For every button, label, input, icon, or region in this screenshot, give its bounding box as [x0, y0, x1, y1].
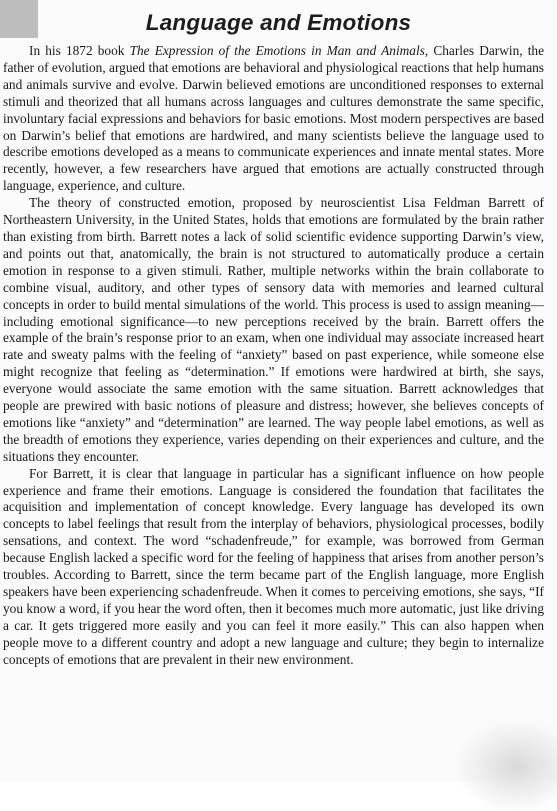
paragraph-1-rest: , Charles Darwin, the father of evolution, argued that emotions are behavioral and physiological reactions that help humans and animals survive and evolve. Darwin believed emotions are unconditioned responses to external stimuli and theorized that all humans across languages and cultures demonstrate the same specific, involuntary facial expressions and behaviors for basic emotions. Most modern perspectives are based on Darwin’s belief that emotions are hardwired, and many scientists believe the language used to describe emotions developed as a means to communicate experiences and innate mental states. More recently, however, a few researchers have argued that emotions are actually constructed through language, experience, and culture.	[3, 43, 545, 194]
paragraph-3: For Barrett, it is clear that language in particular has a significant influence on how people experience and frame their emotions. Language is considered the foundation that facilitates the acquisition and implementation of concept knowledge. Every language has developed its own concepts to label feelings that result from the interplay of behaviors, physiological processes, bodily sensations, and context. The word “schadenfreude,” for example, was borrowed from German because English lacked a specific word for the feeling of happiness that arises from another person’s troubles. According to Barrett, since the term became part of the English language, more English speakers have been experiencing schadenfreude. When it comes to perceiving emotions, she says, “If you know a word, if you hear the word often, then it becomes much more automatic, just like driving a car. It gets triggered more easily and you can feel it more easily.” This can also happen when people move to a different country and adopt a new language and culture; they begin to internalize concepts of emotions that are prevalent in their new environment.	[3, 465, 544, 667]
book-title: The Expression of the Emotions in Man and Animals	[129, 43, 425, 58]
paragraph-1-lead: In his 1872 book	[29, 43, 130, 58]
paragraph-2: The theory of constructed emotion, proposed by neuroscientist Lisa Feldman Barrett of Northeastern University, in the United States, holds that emotions are formulated by the brain rather than existing from birth. Barrett notes a lack of solid scientific evidence supporting Darwin’s view, and points out that, anatomically, the brain is not structured to automatically produce a certain emotion in response to a given stimuli. Rather, multiple networks within the brain collaborate to combine visual, auditory, and other types of sensory data with memories and learned cultural concepts in order to build mental simulations of the world. This process is used to assign meaning—including emotional significance—to new perceptions received by the brain. Barrett offers the example of the brain’s response prior to an exam, when one individual may associate increased heart rate and sweaty palms with the feeling of “anxiety” based on past experience, while someone else might recognize that feeling as “determination.” If emotions were hardwired at birth, she says, everyone would associate the same emotion with the same situation. Barrett acknowledges that people are prewired with basic notions of pleasure and distress; however, she believes concepts of emotions like “anxiety” and “determination” are learned. The way people label emotions, as well as the breadth of emotions they experience, varies depending on their experiences and culture, and the situations they encounter.	[3, 195, 544, 464]
article-body	[3, 43, 544, 669]
page-corner-shadow	[457, 721, 557, 811]
article-title: Language and Emotions	[145, 10, 412, 35]
paragraph-1	[3, 43, 544, 195]
